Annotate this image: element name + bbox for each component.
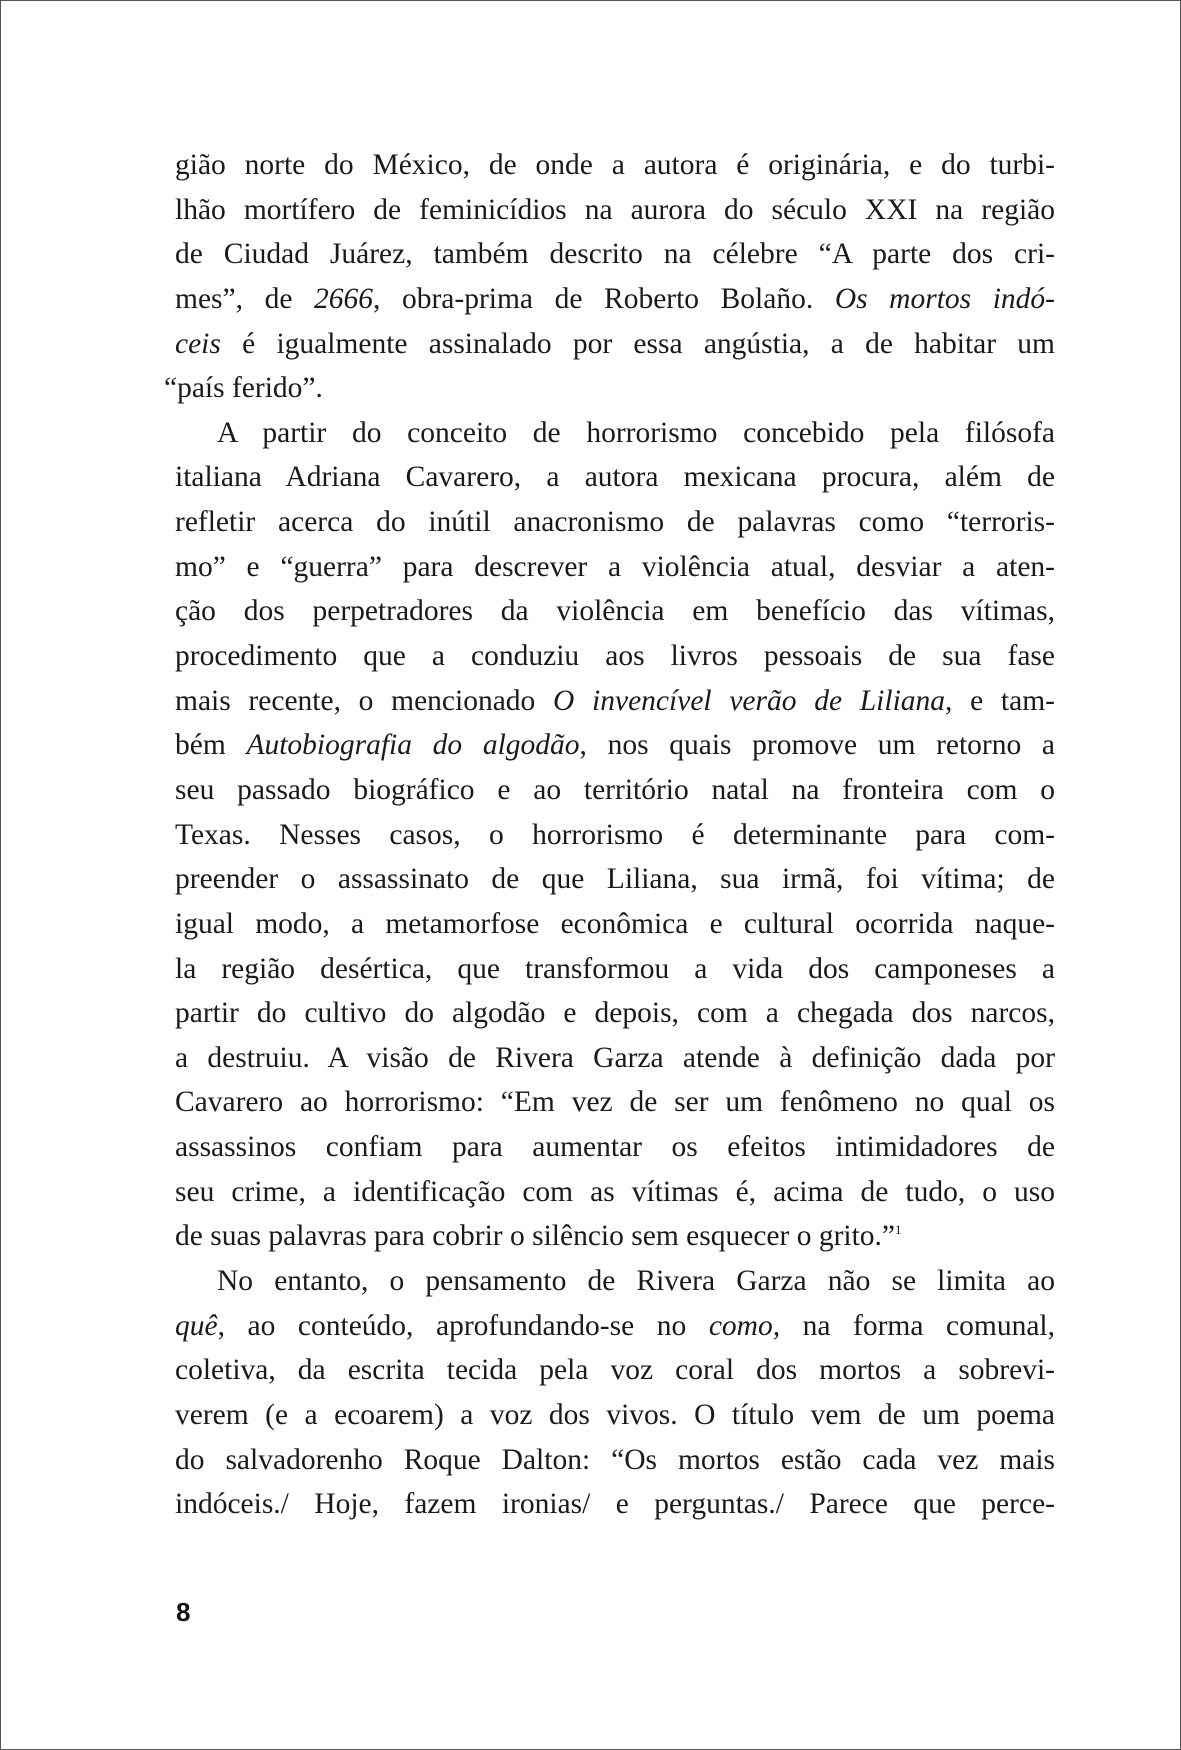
- text-line: [175, 455, 1055, 500]
- text-line: [175, 813, 1055, 858]
- italic-text: como,: [708, 1309, 781, 1342]
- text-line: [175, 277, 1055, 322]
- text-line: [175, 857, 1055, 902]
- text-line: [175, 143, 1055, 188]
- text-line: [175, 188, 1055, 233]
- text-line: [175, 1304, 1055, 1349]
- text-segment: e tam-: [952, 684, 1055, 717]
- text-line: [175, 1348, 1055, 1393]
- italic-text: 2666: [314, 282, 373, 315]
- italic-text: O invencível verão de Liliana,: [553, 684, 953, 717]
- italic-text: Os mortos indó-: [834, 282, 1055, 315]
- text-segment: mes”, de: [175, 282, 314, 315]
- text-segment: igual modo, a metamorfose econômica e cultural ocorrida naque-: [175, 907, 1055, 940]
- text-segment: mais recente, o mencionado: [175, 684, 554, 717]
- text-segment: gião norte do México, de onde a autora é originária, e do turbi-: [175, 149, 1055, 181]
- text-segment: refletir acerca do inútil anacronismo de palavras como “terroris-: [175, 506, 1055, 539]
- footnote-ref: 1: [895, 1222, 902, 1238]
- text-line: [175, 1125, 1055, 1170]
- text-line: [175, 500, 1055, 545]
- text-line: [175, 589, 1055, 634]
- text-segment: verem (e a ecoarem) a voz dos vivos. O título vem de um poema: [175, 1398, 1055, 1431]
- text-segment: indóceis./ Hoje, fazem ironias/ e perguntas./ Parece que perce-: [175, 1488, 1055, 1521]
- text-segment: A partir do conceito de horrorismo concebido pela filósofa: [217, 416, 1055, 449]
- text-segment: seu passado biográfico e ao território natal na fronteira com o: [175, 773, 1055, 806]
- text-line: [164, 366, 1055, 411]
- text-segment: bém: [175, 729, 247, 762]
- text-segment: Texas. Nesses casos, o horrorismo é determinante para com-: [175, 818, 1055, 851]
- text-segment: mo” e “guerra” para descrever a violência atual, desviar a aten-: [175, 550, 1055, 583]
- text-segment: é igualmente assinalado por essa angústia, a de habitar um: [220, 327, 1055, 360]
- text-segment: la região desértica, que transformou a vida dos camponeses a: [175, 952, 1055, 985]
- text-line: [175, 723, 1055, 768]
- text-line: [175, 1482, 1055, 1527]
- text-line: [175, 1080, 1055, 1125]
- text-segment: , nos quais promove um retorno a: [579, 729, 1056, 762]
- text-segment: assassinos confiam para aumentar os efeitos intimidadores de: [175, 1131, 1055, 1164]
- text-segment: a destruiu. A visão de Rivera Garza atende à definição dada por: [175, 1041, 1055, 1074]
- text-line: [175, 947, 1055, 992]
- text-line: [175, 232, 1055, 277]
- text-segment: No entanto, o pensamento de Rivera Garza não se limita ao: [217, 1265, 1055, 1298]
- text-segment: seu crime, a identificação com as vítimas é, acima de tudo, o uso: [175, 1175, 1055, 1208]
- italic-text: Autobiografia do algodão: [246, 729, 580, 762]
- text-line: [175, 1214, 1055, 1259]
- text-segment: “país ferido”.: [164, 372, 323, 405]
- text-line: [175, 1259, 1055, 1304]
- body-text: [164, 143, 1056, 1527]
- text-line: [175, 679, 1055, 724]
- text-segment: preender o assassinato de que Liliana, sua irmã, foi vítima; de: [175, 863, 1055, 896]
- text-segment: de suas palavras para cobrir o silêncio sem esquecer o grito.”: [175, 1220, 896, 1253]
- text-segment: , ao conteúdo, aprofundando-se no: [217, 1309, 709, 1342]
- text-line: [175, 545, 1055, 590]
- page-number: 8: [176, 1597, 191, 1627]
- text-line: [175, 1438, 1055, 1483]
- text-segment: na forma comunal,: [780, 1309, 1055, 1342]
- text-segment: Cavarero ao horrorismo: “Em vez de ser um fenômeno no qual os: [175, 1086, 1055, 1119]
- text-segment: de Ciudad Juárez, também descrito na célebre “A parte dos cri-: [175, 238, 1055, 271]
- text-segment: partir do cultivo do algodão e depois, com a chegada dos narcos,: [175, 997, 1055, 1030]
- text-line: [175, 1393, 1055, 1438]
- text-line: [175, 1036, 1055, 1081]
- text-line: [175, 902, 1055, 947]
- text-line: [175, 1170, 1055, 1215]
- text-line: [175, 322, 1055, 367]
- text-line: [175, 411, 1055, 456]
- text-segment: , obra-prima de Roberto Bolaño.: [373, 282, 835, 315]
- italic-text: ceis: [175, 327, 221, 360]
- text-segment: ção dos perpetradores da violência em benefício das vítimas,: [175, 595, 1055, 628]
- text-segment: procedimento que a conduziu aos livros pessoais de sua fase: [175, 640, 1055, 673]
- text-line: [175, 768, 1055, 813]
- text-segment: coletiva, da escrita tecida pela voz coral dos mortos a sobrevi-: [175, 1354, 1055, 1387]
- text-segment: lhão mortífero de feminicídios na aurora do século XXI na região: [175, 193, 1055, 226]
- italic-text: quê: [175, 1309, 218, 1342]
- text-line: [175, 634, 1055, 679]
- text-segment: italiana Adriana Cavarero, a autora mexicana procura, além de: [175, 461, 1055, 494]
- text-line: [175, 991, 1055, 1036]
- text-segment: do salvadorenho Roque Dalton: “Os mortos estão cada vez mais: [175, 1443, 1055, 1476]
